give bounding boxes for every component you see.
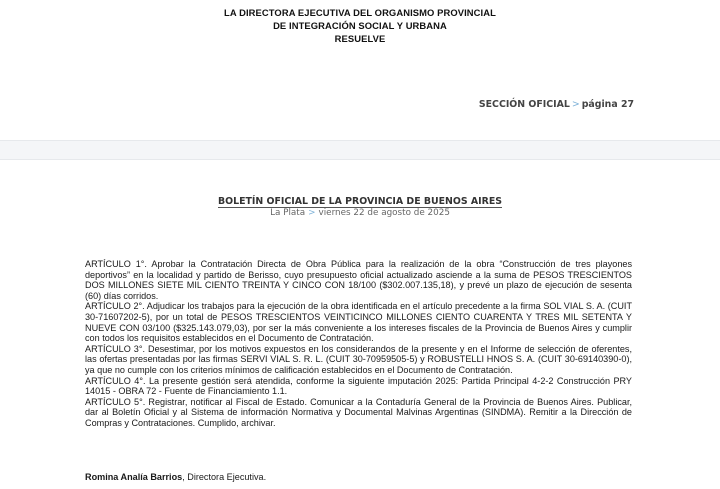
article-1: ARTÍCULO 1°. Aprobar la Contratación Directa de Obra Pública para la realización de la obra “Construcción de tres playones deportivos” en la localidad y partido de Berisso, cuyo presupuesto oficial actualizado asciende a la suma de PESOS TRESCIENTOS DOS MILLONES SIETE MIL CIENTO TREINTA Y CINCO CON 18/100 ($302.007.135,18), y prevé un plazo de ejecución de sesenta (60) días corridos. [85,259,632,301]
signatory-role: , Directora Ejecutiva. [182,472,267,482]
resolve-header-line-2: DE INTEGRACIÓN SOCIAL Y URBANA [273,20,447,31]
dateline-separator: > [308,208,316,218]
bulletin-title [0,196,720,207]
bulletin-dateline [0,208,720,218]
resolve-header-line-3: RESUELVE [334,33,386,44]
section-name: SECCIÓN OFICIAL [478,99,570,110]
bulletin-title-text: BOLETÍN OFICIAL DE LA PROVINCIA DE BUENOS AIRES [217,196,502,207]
article-5: ARTÍCULO 5°. Registrar, notificar al Fiscal de Estado. Comunicar a la Contaduría General de la Provincia de Buenos Aires. Publicar, dar al Boletín Oficial y al Sistema de información Normativa y Documental Malvinas Argentinas (SINDMA). Remitir a la Dirección de Compras y Contrataciones. Cumplido, archivar. [85,396,632,428]
page-separator [0,140,720,160]
resolve-header [0,6,720,45]
resolution-articles [85,259,632,429]
article-3: ARTÍCULO 3°. Desestimar, por los motivos expuestos en los considerandos de la presente y en el Informe de selección de oferentes, las ofertas presentadas por las firmas SERVI VIAL S. R. L. (CUIT 30-70959505-5) y ROBUSTELLI HNOS S. A. (CUIT 30-69140390-0), ya que no cumple con los criterios mínimos de calificación establecidos en el Documento de Contratación. [85,343,632,375]
article-2: ARTÍCULO 2°. Adjudicar los trabajos para la ejecución de la obra identificada en el artículo precedente a la firma SOL VIAL S. A. (CUIT 30-71607202-5), por un total de PESOS TRESCIENTOS VEINTICINCO MILLONES CIENTO CUARENTA Y TRES MIL SETENTA Y NUEVE CON 03/100 ($325.143.079,03), por ser la más conveniente a los intereses fiscales de la Provincia de Buenos Aires y cumplir con todos los requisitos establecidos en el Documento de Contratación. [85,301,632,344]
previous-page [0,0,720,140]
current-page [0,160,720,489]
bulletin-date: viernes 22 de agosto de 2025 [318,208,450,218]
signatory-name: Romina Analía Barrios [85,472,183,482]
page-number: página 27 [581,99,634,110]
breadcrumb-separator: > [571,99,580,110]
article-4: ARTÍCULO 4°. La presente gestión será atendida, conforme la siguiente imputación 2025: Partida Principal 4-2-2 Construcción PRY 14015 - OBRA 72 - Fuente de Financiamiento 1.1. [85,375,632,397]
section-page-reference [479,99,634,110]
resolve-header-line-1: LA DIRECTORA EJECUTIVA DEL ORGANISMO PROVINCIAL [224,7,496,18]
signature-line [85,472,266,482]
bulletin-city: La Plata [270,208,306,218]
